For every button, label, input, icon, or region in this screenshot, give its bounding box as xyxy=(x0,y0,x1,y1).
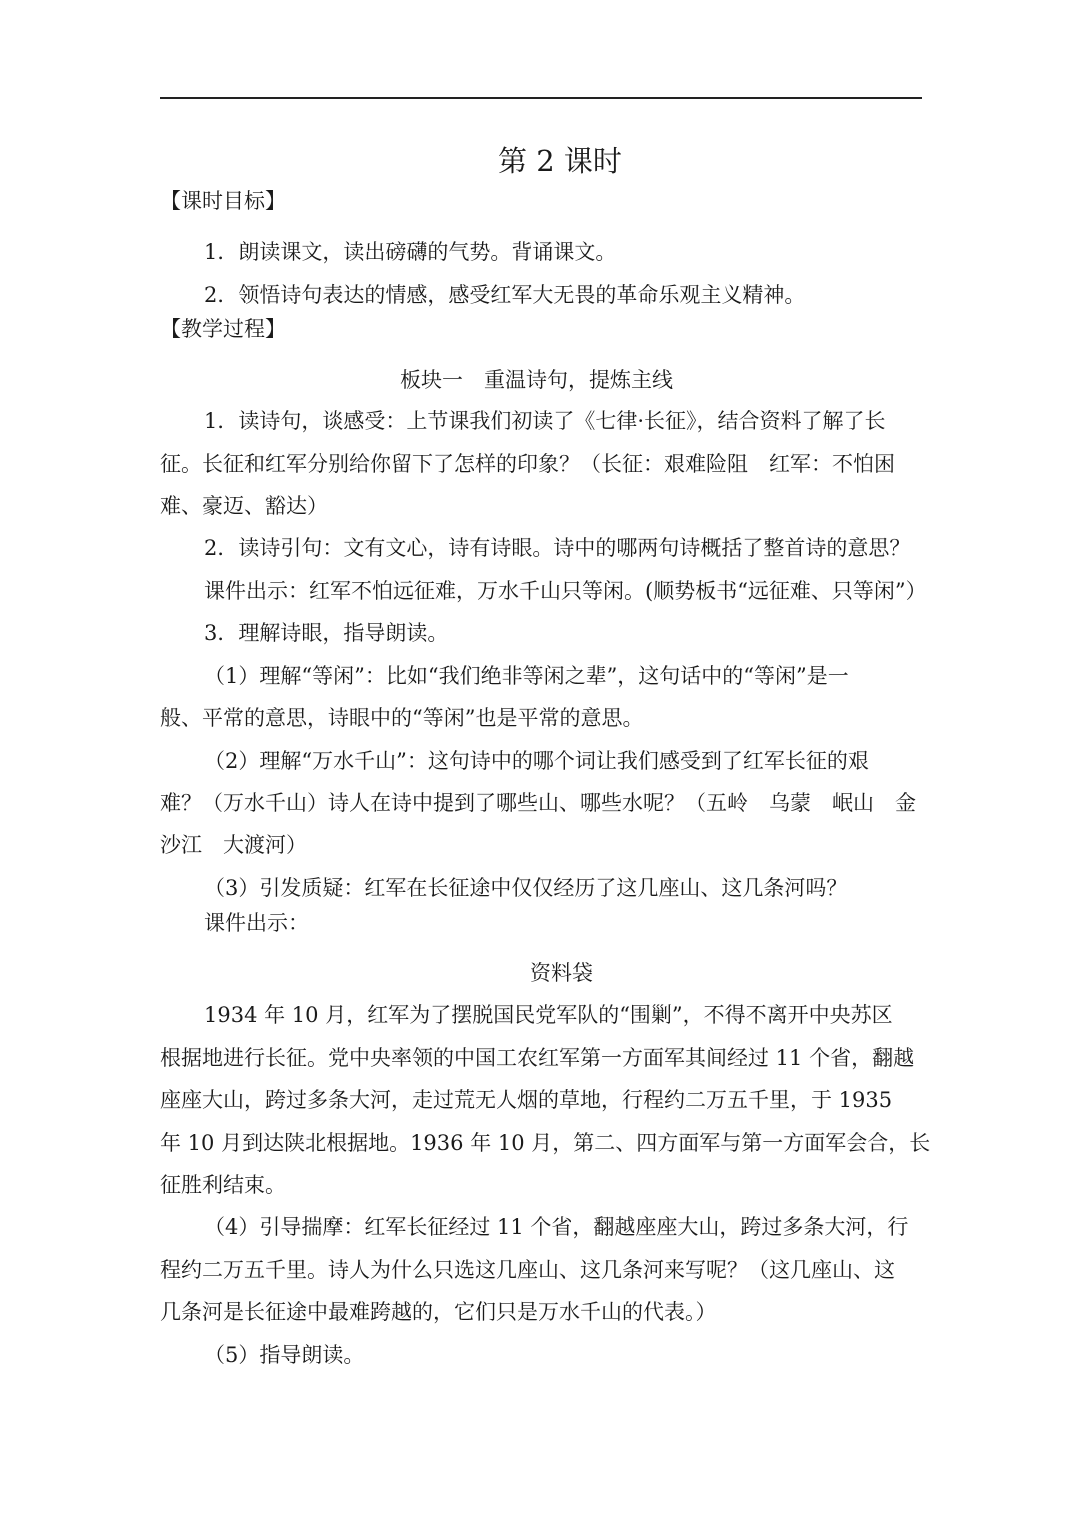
material-title: 资料袋 xyxy=(530,961,593,985)
paragraph-line: （2）理解“万水千山”：这句诗中的哪个词让我们感受到了红军长征的艰 xyxy=(204,749,869,773)
lesson-title: 第 2 课时 xyxy=(498,144,622,178)
paragraph-line: （1）理解“等闲”：比如“我们绝非等闲之辈”，这句话中的“等闲”是一 xyxy=(204,664,849,688)
paragraph-line: （5）指导朗读。 xyxy=(204,1343,365,1367)
paragraph-line: 程约二万五千里。诗人为什么只选这几座山、这几条河来写呢？（这几座山、这 xyxy=(160,1258,895,1282)
material-line: 1934 年 10 月，红军为了摆脱国民党军队的“围剿”，不得不离开中央苏区 xyxy=(204,1003,893,1027)
material-line: 征胜利结束。 xyxy=(160,1173,286,1197)
objective-item: 1．朗读课文，读出磅礴的气势。背诵课文。 xyxy=(204,240,617,264)
paragraph-line: （3）引发质疑：红军在长征途中仅仅经历了这几座山、这几条河吗？ xyxy=(204,876,848,900)
objective-item: 2．领悟诗句表达的情感，感受红军大无畏的革命乐观主义精神。 xyxy=(204,283,806,307)
material-line: 座座大山，跨过多条大河，走过荒无人烟的草地，行程约二万五千里，于 1935 xyxy=(160,1088,893,1112)
paragraph-line: 沙江 大渡河） xyxy=(160,833,307,857)
paragraph-line: 课件出示：红军不怕远征难，万水千山只等闲。(顺势板书“远征难、只等闲”） xyxy=(204,579,927,603)
process-heading: 【教学过程】 xyxy=(160,317,286,341)
paragraph-line: 征。长征和红军分别给你留下了怎样的印象？（长征：艰难险阻 红军：不怕困 xyxy=(160,452,895,476)
paragraph-line: 难？（万水千山）诗人在诗中提到了哪些山、哪些水呢？（五岭 乌蒙 岷山 金 xyxy=(160,791,916,815)
paragraph-line: 3．理解诗眼，指导朗读。 xyxy=(204,621,449,645)
objectives-heading: 【课时目标】 xyxy=(160,189,286,213)
section-title: 板块一 重温诗句，提炼主线 xyxy=(400,368,673,392)
paragraph-line: 2．读诗引句：文有文心，诗有诗眼。诗中的哪两句诗概括了整首诗的意思？ xyxy=(204,536,911,560)
material-line: 根据地进行长征。党中央率领的中国工农红军第一方面军其间经过 11 个省，翻越 xyxy=(160,1046,915,1070)
paragraph-line: 课件出示： xyxy=(204,911,309,935)
paragraph-line: （4）引导揣摩：红军长征经过 11 个省，翻越座座大山，跨过多条大河，行 xyxy=(204,1215,909,1239)
paragraph-line: 般、平常的意思，诗眼中的“等闲”也是平常的意思。 xyxy=(160,706,644,730)
paragraph-line: 难、豪迈、豁达） xyxy=(160,494,328,518)
material-line: 年 10 月到达陕北根据地。1936 年 10 月，第二、四方面军与第一方面军会合，长 xyxy=(160,1131,931,1155)
header-rule xyxy=(160,97,922,99)
paragraph-line: 几条河是长征途中最难跨越的，它们只是万水千山的代表。） xyxy=(160,1300,717,1324)
paragraph-line: 1．读诗句，谈感受：上节课我们初读了《七律·长征》，结合资料了解了长 xyxy=(204,409,886,433)
